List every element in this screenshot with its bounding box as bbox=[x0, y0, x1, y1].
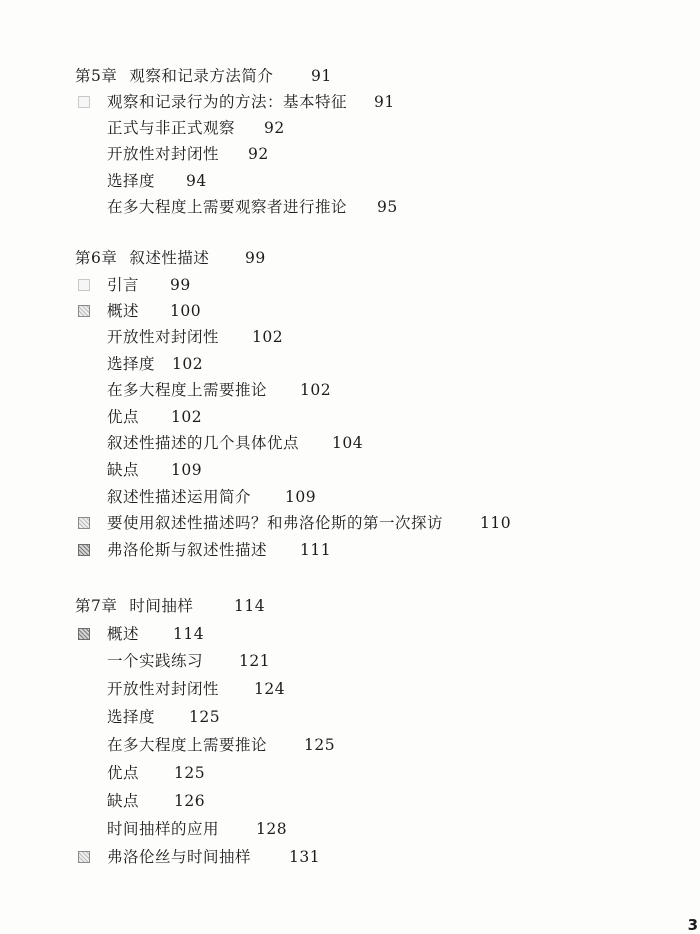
entry-text: 一个实践练习 bbox=[107, 652, 204, 670]
chapter-page: 114 bbox=[234, 597, 266, 615]
entry-text: 开放性对封闭性 bbox=[107, 680, 220, 698]
entry-page: 99 bbox=[170, 276, 191, 294]
chapter-7-heading bbox=[75, 596, 266, 616]
entry-text: 选择度 bbox=[107, 172, 156, 190]
checkbox-icon bbox=[78, 279, 90, 291]
toc-entry bbox=[78, 624, 205, 644]
entry-text: 在多大程度上需要推论 bbox=[107, 736, 268, 754]
toc-entry bbox=[107, 380, 332, 400]
chapter-6-heading bbox=[75, 248, 266, 268]
chapter-title: 观察和记录方法简介 bbox=[129, 67, 274, 85]
entry-page: 114 bbox=[173, 625, 205, 643]
entry-page: 125 bbox=[189, 708, 221, 726]
entry-page: 102 bbox=[252, 328, 284, 346]
checkbox-icon bbox=[78, 544, 90, 556]
entry-text: 优点 bbox=[107, 764, 140, 782]
entry-text: 引言 bbox=[107, 276, 140, 294]
toc-entry bbox=[107, 327, 284, 347]
toc-entry bbox=[107, 407, 203, 427]
entry-text: 叙述性描述运用简介 bbox=[107, 488, 252, 506]
chapter-label: 第6章 bbox=[75, 249, 118, 267]
toc-entry bbox=[107, 487, 317, 507]
entry-page: 95 bbox=[377, 198, 398, 216]
entry-page: 110 bbox=[480, 514, 512, 532]
toc-entry bbox=[78, 847, 321, 867]
checkbox-icon bbox=[78, 305, 90, 317]
checkbox-icon bbox=[78, 517, 90, 529]
checkbox-icon bbox=[78, 628, 90, 640]
entry-text: 时间抽样的应用 bbox=[107, 820, 220, 838]
entry-text: 在多大程度上需要观察者进行推论 bbox=[107, 198, 348, 216]
entry-text: 缺点 bbox=[107, 792, 140, 810]
toc-entry bbox=[107, 354, 204, 374]
toc-entry bbox=[107, 171, 207, 191]
toc-entry bbox=[78, 301, 202, 321]
entry-page: 125 bbox=[174, 764, 206, 782]
entry-page: 94 bbox=[186, 172, 207, 190]
toc-entry bbox=[107, 763, 206, 783]
chapter-title: 时间抽样 bbox=[129, 597, 194, 615]
toc-entry bbox=[107, 197, 398, 217]
toc-entry bbox=[78, 540, 332, 560]
toc-entry bbox=[107, 144, 269, 164]
entry-page: 121 bbox=[239, 652, 271, 670]
chapter-5-heading bbox=[75, 66, 332, 86]
entry-page: 128 bbox=[256, 820, 288, 838]
toc-entry bbox=[107, 433, 364, 453]
toc-entry bbox=[78, 275, 191, 295]
entry-text: 弗洛伦斯与叙述性描述 bbox=[107, 541, 268, 559]
toc-entry bbox=[78, 513, 512, 533]
entry-text: 观察和记录行为的方法：基本特征 bbox=[107, 93, 348, 111]
entry-text: 正式与非正式观察 bbox=[107, 119, 236, 137]
entry-page: 100 bbox=[170, 302, 202, 320]
entry-text: 弗洛伦丝与时间抽样 bbox=[107, 848, 252, 866]
entry-page: 126 bbox=[174, 792, 206, 810]
entry-page: 102 bbox=[171, 408, 203, 426]
toc-entry bbox=[107, 819, 288, 839]
toc-entry bbox=[107, 679, 286, 699]
toc-entry bbox=[107, 735, 336, 755]
entry-text: 叙述性描述的几个具体优点 bbox=[107, 434, 300, 452]
checkbox-icon bbox=[78, 96, 90, 108]
entry-page: 109 bbox=[285, 488, 317, 506]
chapter-page: 91 bbox=[311, 67, 332, 85]
chapter-title: 叙述性描述 bbox=[129, 249, 210, 267]
entry-text: 优点 bbox=[107, 408, 140, 426]
page-number: 3 bbox=[687, 916, 698, 934]
entry-page: 92 bbox=[248, 145, 269, 163]
toc-entry bbox=[107, 118, 285, 138]
entry-text: 开放性对封闭性 bbox=[107, 145, 220, 163]
entry-page: 104 bbox=[332, 434, 364, 452]
toc-entry bbox=[107, 460, 203, 480]
toc-entry bbox=[107, 707, 221, 727]
chapter-label: 第5章 bbox=[75, 67, 118, 85]
entry-page: 92 bbox=[264, 119, 285, 137]
toc-entry bbox=[107, 791, 206, 811]
chapter-page: 99 bbox=[245, 249, 266, 267]
entry-page: 102 bbox=[300, 381, 332, 399]
checkbox-icon bbox=[78, 851, 90, 863]
entry-page: 125 bbox=[304, 736, 336, 754]
chapter-label: 第7章 bbox=[75, 597, 118, 615]
toc-entry bbox=[107, 651, 271, 671]
entry-text: 概述 bbox=[107, 302, 140, 320]
entry-page: 131 bbox=[289, 848, 321, 866]
entry-page: 124 bbox=[254, 680, 286, 698]
entry-page: 91 bbox=[374, 93, 395, 111]
entry-page: 111 bbox=[300, 541, 332, 559]
entry-text: 开放性对封闭性 bbox=[107, 328, 220, 346]
entry-text: 缺点 bbox=[107, 461, 140, 479]
entry-page: 109 bbox=[171, 461, 203, 479]
entry-text: 选择度 bbox=[107, 708, 156, 726]
entry-text: 选择度 bbox=[107, 355, 156, 373]
entry-text: 概述 bbox=[107, 625, 140, 643]
entry-text: 要使用叙述性描述吗？和弗洛伦斯的第一次探访 bbox=[107, 514, 444, 532]
entry-page: 102 bbox=[172, 355, 204, 373]
entry-text: 在多大程度上需要推论 bbox=[107, 381, 268, 399]
toc-entry bbox=[78, 92, 395, 112]
